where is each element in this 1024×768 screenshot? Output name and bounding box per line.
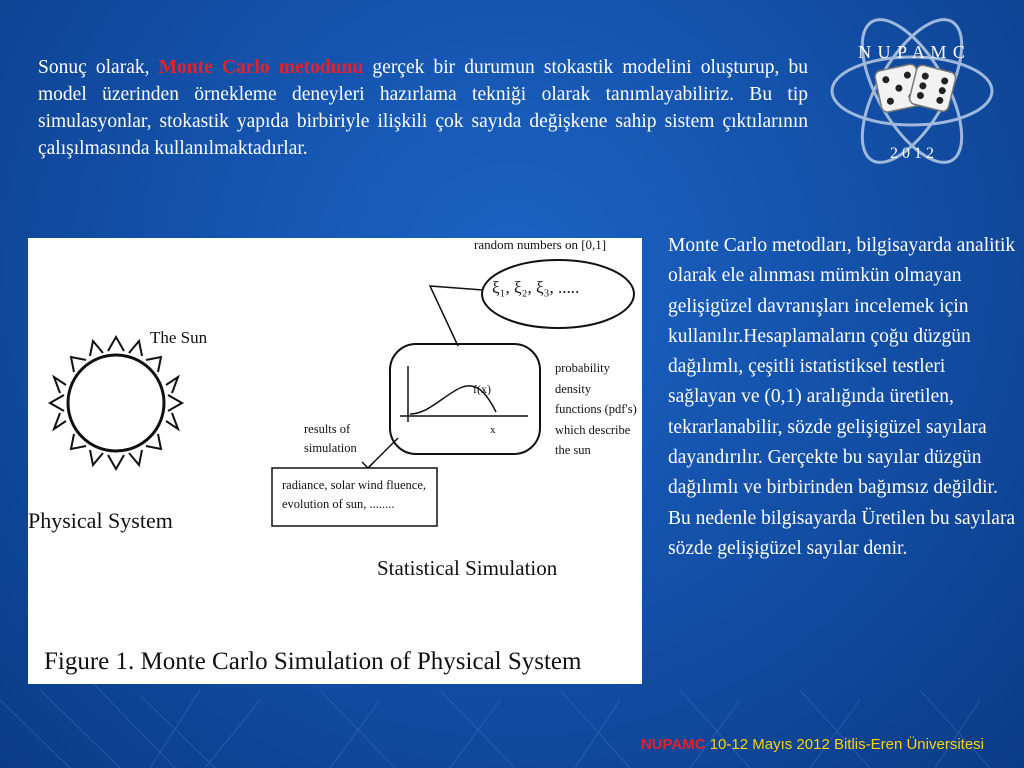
intro-text-rest: gerçek bir durumun stokastik modelini oluşturup, bu model üzerinden örnekleme deneyleri hazırlama tekniği olarak tanımlayabiliriz. Bu tip simulasyonlar, stokastik yapıda birbiriyle ilişkili çok sayıda değişkene sahip sistem çıktılarının çalışılmasında kullanılmaktadırlar.: [38, 57, 808, 159]
intro-text-start: Sonuç olarak,: [38, 57, 159, 78]
pdf-desc-line: probability: [555, 361, 610, 375]
pdf-box: [390, 344, 540, 454]
sun-icon: [50, 337, 182, 469]
results-label: [304, 420, 357, 458]
output-line: radiance, solar wind fluence,: [282, 478, 427, 492]
physical-system-label: Physical System: [28, 508, 173, 533]
footer: [641, 736, 984, 753]
results-line: results of: [304, 422, 351, 436]
output-line: evolution of sun, ........: [282, 497, 395, 511]
logo-name: N U P A M C: [858, 42, 966, 62]
ellipse-pointer: [430, 286, 483, 346]
pdf-x-label: x: [490, 424, 496, 436]
footer-brand: NUPAMC: [640, 736, 706, 753]
side-paragraph: Monte Carlo metodları, bilgisayarda analitik olarak ele alınması mümkün olmayan gelişigüzel davranışları incelemek için kullanılır.Hesaplamaların çoğu düzgün dağılımlı, çeşitli istatistiksel testleri sağlayan ve (0,1) aralığında üretilen, tekrarlanabilir, sözde gelişigüzel sayılara dayandırılır. Gerçekte bu sayılar düzgün dağılımlı ve birbirinden bağımsız değildir. Bu nedenle bilgisayarda Üretilen bu sayılara sözde gelişigüzel sayılar denir.: [668, 235, 1016, 559]
results-line: simulation: [304, 441, 357, 455]
intro-paragraph: [38, 54, 808, 162]
xi-sequence: ξ₁, ξ₂, ξ₃, .....: [492, 278, 580, 297]
intro-highlight: Monte Carlo metodunu: [158, 57, 364, 78]
pdf-desc-line: the sun: [555, 443, 591, 457]
logo-year: 2 0 1 2: [890, 145, 934, 162]
pdf-description: [555, 358, 637, 461]
pdf-desc-line: density: [555, 381, 592, 396]
output-box-text: [282, 476, 426, 514]
monte-carlo-figure: [28, 238, 642, 684]
nupamc-logo: [826, 8, 998, 174]
dice-icon: [874, 63, 957, 113]
pdf-fx-label: f(x): [473, 382, 491, 396]
statistical-simulation-label: Statistical Simulation: [377, 556, 558, 580]
pdf-desc-line: which describe: [555, 422, 631, 437]
pdf-desc-line: functions (pdf's): [555, 402, 637, 416]
figure-caption: Figure 1. Monte Carlo Simulation of Physical System: [44, 648, 582, 675]
sun-label: The Sun: [150, 328, 208, 347]
random-numbers-label: random numbers on [0,1]: [474, 238, 607, 252]
figure-drawing: [28, 238, 642, 684]
footer-text: 10-12 Mayıs 2012 Bitlis-Eren Üniversitesi: [705, 736, 984, 753]
